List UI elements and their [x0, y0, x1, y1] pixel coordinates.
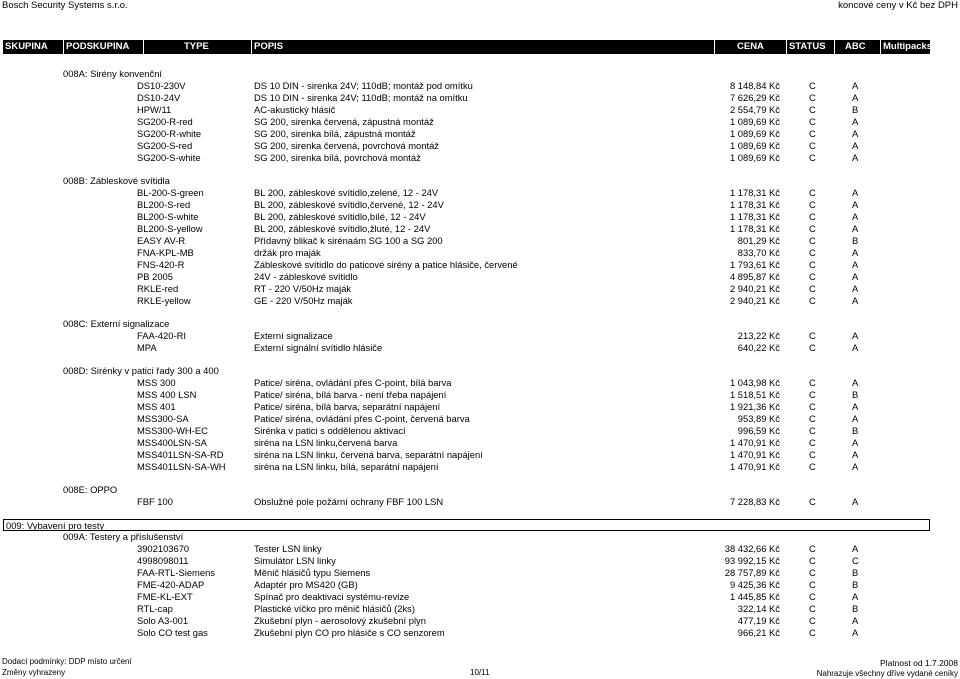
- item-price: 833,70 Kč: [737, 247, 780, 258]
- item-status: C: [809, 627, 816, 638]
- group-title: 008B: Zábleskové svítidla: [63, 175, 170, 186]
- item-price: 4 895,87 Kč: [729, 271, 780, 282]
- pricelist-note: koncové ceny v Kč bez DPH: [838, 0, 958, 11]
- item-abc: A: [852, 92, 859, 103]
- company-name: Bosch Security Systems s.r.o.: [2, 0, 128, 11]
- changes-reserved: Změny vyhrazeny: [2, 668, 66, 677]
- item-abc: A: [852, 128, 859, 139]
- item-price: 2 554,79 Kč: [729, 104, 780, 115]
- item-status: C: [809, 567, 816, 578]
- item-price: 7 228,83 Kč: [729, 496, 780, 507]
- table-row: [0, 627, 960, 639]
- replaces-note: Nahrazuje všechny dříve vydané ceníky: [816, 669, 958, 678]
- section-title: 009: Vybavení pro testy: [3, 519, 930, 531]
- item-price: 2 940,21 Kč: [729, 283, 780, 294]
- item-description: Externí signální svítidlo hlásiče: [254, 342, 383, 353]
- item-type: MSS300-WH-EC: [137, 425, 208, 436]
- item-type: RTL-cap: [137, 603, 173, 614]
- item-status: C: [809, 295, 816, 306]
- item-status: C: [809, 413, 816, 424]
- item-type: MPA: [137, 342, 157, 353]
- item-price: 7 626,29 Kč: [729, 92, 780, 103]
- item-description: 24V - zábleskové svítidlo: [254, 271, 358, 282]
- item-description: siréna na LSN linku,červená barva: [254, 437, 398, 448]
- delivery-terms: Dodací podmínky: DDP místo určení: [2, 657, 132, 666]
- item-type: BL200-S-yellow: [137, 223, 203, 234]
- item-abc: B: [852, 389, 859, 400]
- table-row: [0, 259, 960, 271]
- item-description: Externí signalizace: [254, 330, 333, 341]
- col-skupina: SKUPINA: [3, 40, 64, 54]
- table-row: [0, 330, 960, 342]
- item-price: 1 470,91 Kč: [729, 449, 780, 460]
- item-description: držák pro maják: [254, 247, 321, 258]
- item-description: Spínač pro deaktivaci systému-revize: [254, 591, 410, 602]
- item-price: 966,21 Kč: [737, 627, 780, 638]
- item-abc: B: [852, 567, 859, 578]
- item-price: 38 432,66 Kč: [724, 543, 780, 554]
- item-abc: B: [852, 579, 859, 590]
- table-row: [0, 104, 960, 116]
- item-type: SG200-S-white: [137, 152, 201, 163]
- price-list: [0, 68, 960, 639]
- item-type: MSS300-SA: [137, 413, 189, 424]
- item-type: MSS 400 LSN: [137, 389, 197, 400]
- item-abc: A: [852, 591, 859, 602]
- item-description: GE - 220 V/50Hz maják: [254, 295, 353, 306]
- item-status: C: [809, 128, 816, 139]
- item-description: Obslužné pole požární ochrany FBF 100 LSN: [254, 496, 444, 507]
- item-description: Tester LSN linky: [254, 543, 322, 554]
- table-row: [0, 235, 960, 247]
- item-abc: A: [852, 152, 859, 163]
- item-status: C: [809, 330, 816, 341]
- item-type: 4998098011: [137, 555, 189, 566]
- table-row: [0, 437, 960, 449]
- item-type: SG200-R-white: [137, 128, 202, 139]
- item-price: 1 089,69 Kč: [729, 128, 780, 139]
- item-status: C: [809, 271, 816, 282]
- item-status: C: [809, 235, 816, 246]
- item-price: 213,22 Kč: [737, 330, 780, 341]
- item-type: EASY AV-R: [137, 235, 186, 246]
- item-type: DS10-24V: [137, 92, 181, 103]
- item-price: 1 793,61 Kč: [729, 259, 780, 270]
- item-type: BL200-S-red: [137, 199, 191, 210]
- item-abc: A: [852, 449, 859, 460]
- item-abc: B: [852, 603, 859, 614]
- item-abc: A: [852, 496, 859, 507]
- item-price: 2 940,21 Kč: [729, 295, 780, 306]
- item-status: C: [809, 283, 816, 294]
- item-description: DS 10 DIN - sirenka 24V; 110dB; montáž pod omítku: [254, 80, 473, 91]
- item-price: 1 178,31 Kč: [729, 187, 780, 198]
- item-price: 1 518,51 Kč: [729, 389, 780, 400]
- item-status: C: [809, 116, 816, 127]
- col-popis: POPIS: [252, 40, 715, 54]
- table-row: [0, 555, 960, 567]
- item-status: C: [809, 425, 816, 436]
- table-row: [0, 283, 960, 295]
- item-status: C: [809, 104, 816, 115]
- item-description: BL 200, zábleskové svítidlo,žluté, 12 - 24V: [254, 223, 431, 234]
- item-abc: A: [852, 627, 859, 638]
- item-abc: A: [852, 615, 859, 626]
- table-row: [0, 425, 960, 437]
- item-description: Patice/ siréna, bílá barva, separátní napájení: [254, 401, 441, 412]
- table-row: [0, 80, 960, 92]
- item-status: C: [809, 461, 816, 472]
- item-type: Solo A3-001: [137, 615, 189, 626]
- table-row: [0, 187, 960, 199]
- item-type: SG200-R-red: [137, 116, 193, 127]
- item-price: 8 148,84 Kč: [729, 80, 780, 91]
- item-price: 1 089,69 Kč: [729, 116, 780, 127]
- item-price: 1 470,91 Kč: [729, 461, 780, 472]
- item-status: C: [809, 92, 816, 103]
- table-row: [0, 92, 960, 104]
- item-status: C: [809, 401, 816, 412]
- item-status: C: [809, 579, 816, 590]
- table-row: [0, 543, 960, 555]
- item-description: Přídavný blikač k sirénaám SG 100 a SG 200: [254, 235, 443, 246]
- item-status: C: [809, 199, 816, 210]
- item-status: C: [809, 247, 816, 258]
- table-row: [0, 377, 960, 389]
- item-description: SG 200, sirenka červená, zápustná montáž: [254, 116, 434, 127]
- item-abc: A: [852, 413, 859, 424]
- item-abc: A: [852, 377, 859, 388]
- valid-from: Platnost od 1.7.2008: [880, 658, 958, 668]
- item-status: C: [809, 389, 816, 400]
- item-type: MSS401LSN-SA-RD: [137, 449, 224, 460]
- item-type: MSS400LSN-SA: [137, 437, 207, 448]
- item-abc: B: [852, 425, 859, 436]
- item-abc: A: [852, 401, 859, 412]
- item-type: MSS401LSN-SA-WH: [137, 461, 226, 472]
- item-type: DS10-230V: [137, 80, 186, 91]
- item-type: MSS 401: [137, 401, 176, 412]
- item-abc: A: [852, 223, 859, 234]
- item-description: Patice/ siréna, ovládání přes C-point, červená barva: [254, 413, 470, 424]
- item-price: 1 089,69 Kč: [729, 152, 780, 163]
- item-description: BL 200, zábleskové svítidlo,bílé, 12 - 24V: [254, 211, 426, 222]
- item-abc: A: [852, 342, 859, 353]
- item-status: C: [809, 437, 816, 448]
- item-type: FME-KL-EXT: [137, 591, 193, 602]
- table-row: [0, 389, 960, 401]
- column-header-bar: [3, 40, 933, 54]
- item-type: FBF 100: [137, 496, 173, 507]
- item-status: C: [809, 543, 816, 554]
- table-row: [0, 342, 960, 354]
- group-title: 009A: Testery a příslušenství: [63, 531, 184, 542]
- item-description: Patice/ siréna, bílá barva - není třeba napájení: [254, 389, 447, 400]
- item-price: 1 178,31 Kč: [729, 199, 780, 210]
- item-type: HPW/11: [137, 104, 172, 115]
- item-price: 953,89 Kč: [737, 413, 780, 424]
- table-row: [0, 247, 960, 259]
- page-header: [0, 0, 960, 12]
- item-abc: A: [852, 211, 859, 222]
- item-type: FAA-420-RI: [137, 330, 186, 341]
- item-description: Adaptér pro MS420 (GB): [254, 579, 358, 590]
- col-type: TYPE: [144, 40, 252, 54]
- item-description: Zkušební plyn - aerosolový zkušební plyn: [254, 615, 426, 626]
- item-status: C: [809, 259, 816, 270]
- table-row: [0, 116, 960, 128]
- item-type: BL-200-S-green: [137, 187, 204, 198]
- table-row: [0, 211, 960, 223]
- table-row: [0, 603, 960, 615]
- page-footer: [0, 657, 960, 679]
- item-abc: A: [852, 295, 859, 306]
- item-description: AC-akustický hlásič: [254, 104, 336, 115]
- item-price: 1 089,69 Kč: [729, 140, 780, 151]
- item-price: 1 043,98 Kč: [729, 377, 780, 388]
- item-description: SG 200, sirenka bílá, zápustná montáž: [254, 128, 416, 139]
- item-type: RKLE-yellow: [137, 295, 191, 306]
- item-description: SG 200, sirenka červená, povrchová montáž: [254, 140, 439, 151]
- item-description: DS 10 DIN - sirenka 24V; 110dB; montáž na omítku: [254, 92, 468, 103]
- table-row: [0, 152, 960, 164]
- item-status: C: [809, 377, 816, 388]
- item-status: C: [809, 223, 816, 234]
- item-abc: A: [852, 271, 859, 282]
- item-description: SG 200, sirenka bílá, povrchová montáž: [254, 152, 421, 163]
- item-status: C: [809, 615, 816, 626]
- item-abc: A: [852, 543, 859, 554]
- item-abc: A: [852, 187, 859, 198]
- item-price: 1 470,91 Kč: [729, 437, 780, 448]
- item-type: Solo CO test gas: [137, 627, 208, 638]
- item-status: C: [809, 140, 816, 151]
- item-type: PB 2005: [137, 271, 173, 282]
- item-abc: C: [852, 555, 859, 566]
- item-description: Plastické víčko pro měnič hlásičů (2ks): [254, 603, 415, 614]
- item-description: Simulátor LSN linky: [254, 555, 336, 566]
- item-abc: A: [852, 330, 859, 341]
- item-abc: A: [852, 140, 859, 151]
- group-title: 008E: OPPO: [63, 484, 118, 495]
- page-number: 10/11: [470, 668, 490, 677]
- item-abc: A: [852, 247, 859, 258]
- group-title: 008A: Sirény konvenční: [63, 68, 163, 79]
- item-type: 3902103670: [137, 543, 190, 554]
- item-abc: A: [852, 461, 859, 472]
- table-row: [0, 567, 960, 579]
- table-row: [0, 591, 960, 603]
- item-description: Zkušební plyn CO pro hlásiče s CO senzorem: [254, 627, 445, 638]
- item-status: C: [809, 603, 816, 614]
- item-status: C: [809, 152, 816, 163]
- item-description: Patice/ siréna, ovládání přes C-point, bílá barva: [254, 377, 452, 388]
- item-status: C: [809, 80, 816, 91]
- table-row: [0, 413, 960, 425]
- col-podskupina: PODSKUPINA: [64, 40, 144, 54]
- item-status: C: [809, 555, 816, 566]
- item-status: C: [809, 591, 816, 602]
- item-price: 801,29 Kč: [737, 235, 780, 246]
- table-row: [0, 295, 960, 307]
- item-description: BL 200, zábleskové svítidlo,červené, 12 - 24V: [254, 199, 444, 210]
- group-title: 008C: Externí signalizace: [63, 318, 170, 329]
- item-abc: A: [852, 283, 859, 294]
- table-row: [0, 461, 960, 473]
- item-type: RKLE-red: [137, 283, 179, 294]
- item-status: C: [809, 187, 816, 198]
- table-row: [0, 128, 960, 140]
- item-description: RT - 220 V/50Hz maják: [254, 283, 352, 294]
- item-type: FNA-KPL-MB: [137, 247, 194, 258]
- item-price: 9 425,36 Kč: [729, 579, 780, 590]
- table-row: [0, 271, 960, 283]
- item-price: 1 178,31 Kč: [729, 211, 780, 222]
- item-abc: A: [852, 80, 859, 91]
- item-price: 28 757,89 Kč: [724, 567, 780, 578]
- item-type: FME-420-ADAP: [137, 579, 205, 590]
- item-type: MSS 300: [137, 377, 176, 388]
- item-type: SG200-S-red: [137, 140, 193, 151]
- table-row: [0, 223, 960, 235]
- table-row: [0, 140, 960, 152]
- table-row: [0, 496, 960, 508]
- col-multipacks: Multipacks: [883, 41, 933, 52]
- table-row: [0, 449, 960, 461]
- table-row: [0, 199, 960, 211]
- item-description: Zábleskové svítidlo do paticové sirény a patice hlásiče, červené: [254, 259, 518, 270]
- item-price: 640,22 Kč: [737, 342, 780, 353]
- table-row: [0, 401, 960, 413]
- item-status: C: [809, 449, 816, 460]
- item-type: FAA-RTL-Siemens: [137, 567, 215, 578]
- item-description: BL 200, zábleskové svítidlo,zelené, 12 - 24V: [254, 187, 439, 198]
- item-price: 996,59 Kč: [737, 425, 780, 436]
- item-status: C: [809, 496, 816, 507]
- item-abc: A: [852, 259, 859, 270]
- item-abc: A: [852, 199, 859, 210]
- item-description: siréna na LSN linku, červená barva, separátní napájení: [254, 449, 483, 460]
- item-price: 93 992,15 Kč: [724, 555, 780, 566]
- table-row: [0, 579, 960, 591]
- item-type: BL200-S-white: [137, 211, 199, 222]
- item-abc: A: [852, 116, 859, 127]
- table-row: [0, 615, 960, 627]
- col-cena: CENA: [715, 40, 787, 54]
- item-type: FNS-420-R: [137, 259, 185, 270]
- item-price: 1 445,85 Kč: [729, 591, 780, 602]
- item-abc: B: [852, 235, 859, 246]
- item-abc: B: [852, 104, 859, 115]
- item-description: Sirénka v patici s oddělenou aktivací: [254, 425, 406, 436]
- item-status: C: [809, 342, 816, 353]
- col-status: STATUS: [787, 40, 835, 54]
- item-price: 1 921,36 Kč: [729, 401, 780, 412]
- group-title: 008D: Sirénky v patici řady 300 a 400: [63, 365, 219, 376]
- item-description: siréna na LSN linku, bílá, separátní napájení: [254, 461, 439, 472]
- item-price: 1 178,31 Kč: [729, 223, 780, 234]
- item-price: 477,19 Kč: [737, 615, 780, 626]
- item-abc: A: [852, 437, 859, 448]
- item-description: Měnič hlásičů typu Siemens: [254, 567, 371, 578]
- item-price: 322,14 Kč: [737, 603, 780, 614]
- item-status: C: [809, 211, 816, 222]
- col-abc: ABC: [835, 40, 881, 54]
